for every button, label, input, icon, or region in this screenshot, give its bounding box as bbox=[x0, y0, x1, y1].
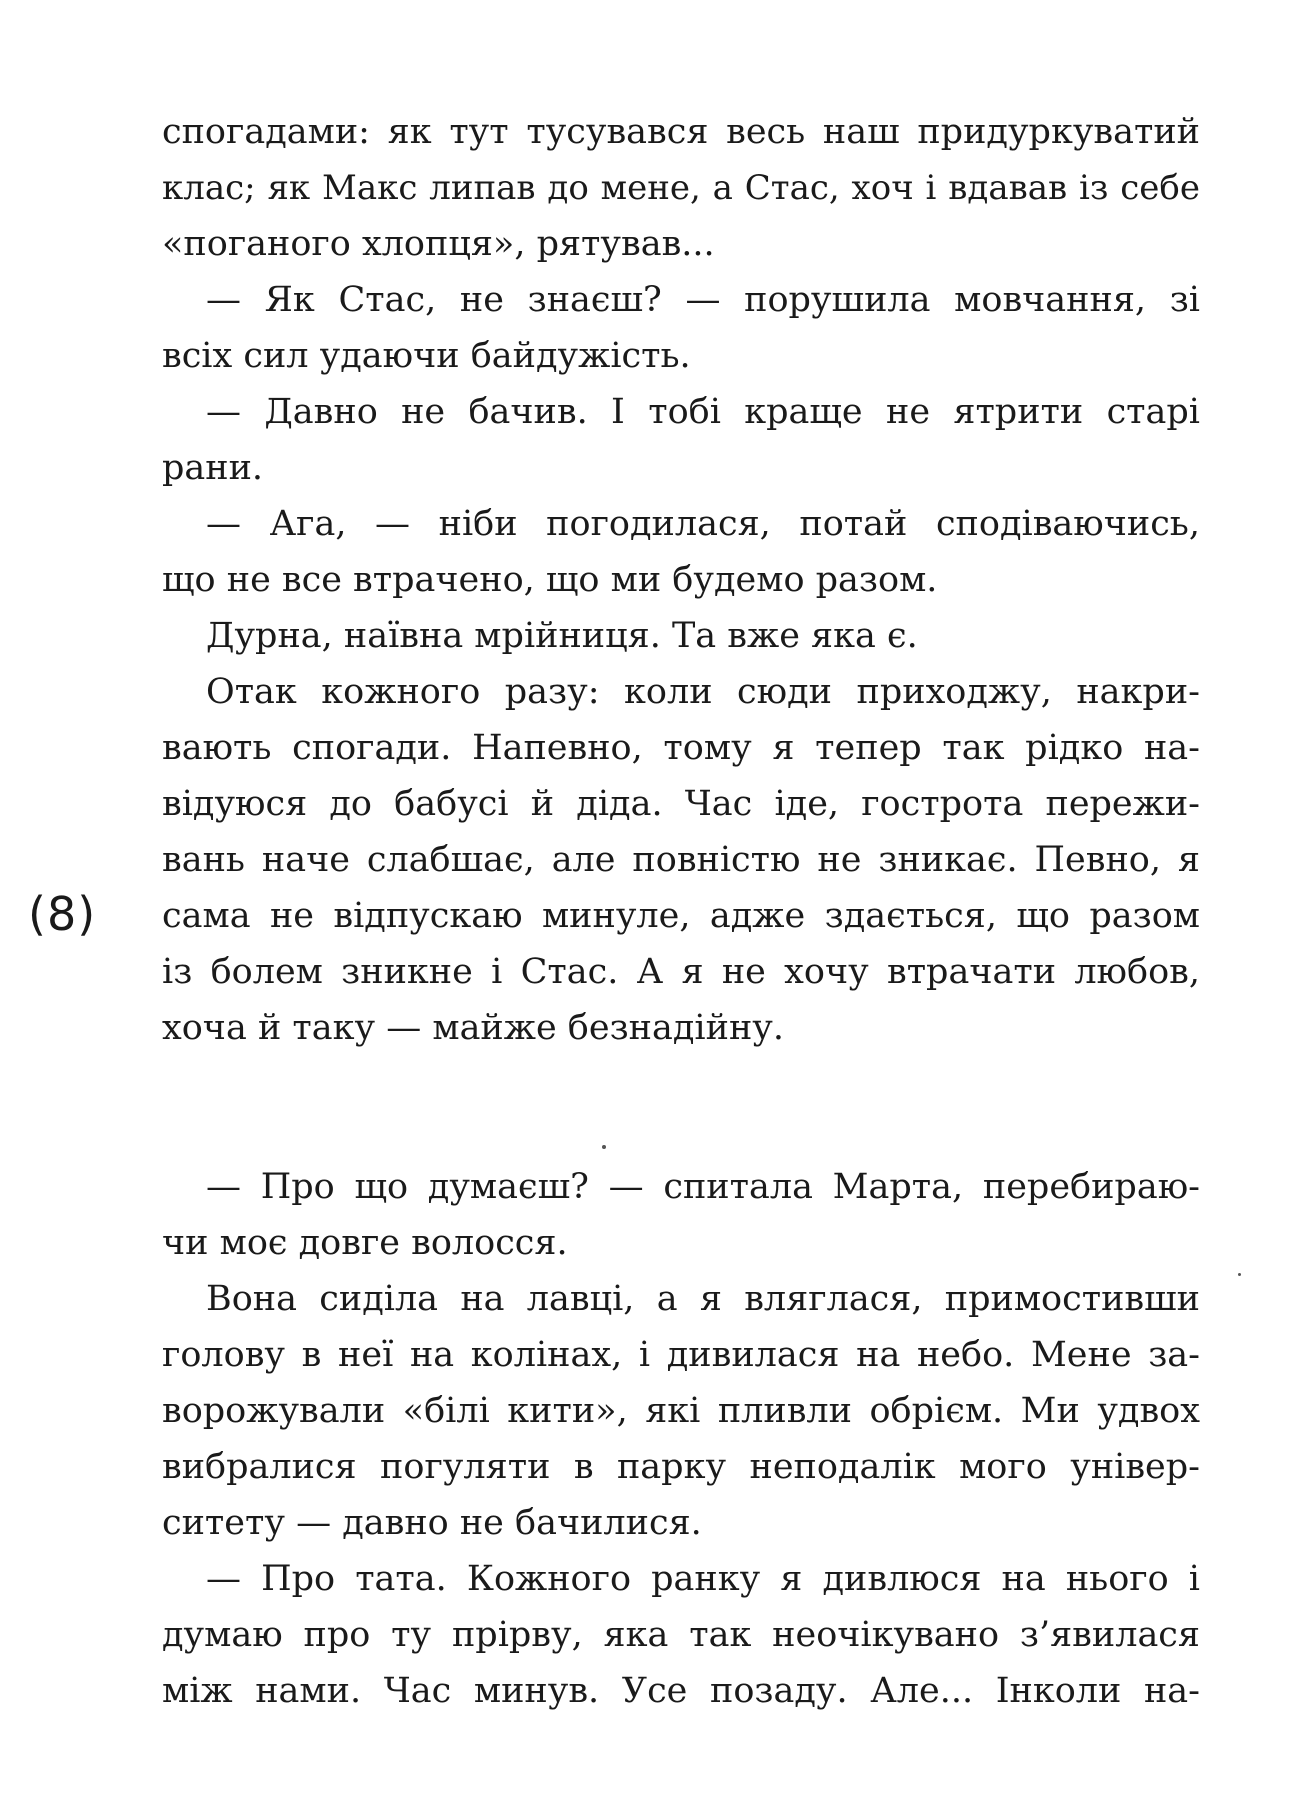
text-line: із болем зникне і Стас. А я не хочу втрачати любов, bbox=[162, 952, 1200, 992]
text-line: чи моє довге волосся. bbox=[162, 1223, 568, 1263]
text-line: вають спогади. Напевно, тому я тепер так рідко на- bbox=[162, 728, 1200, 768]
text-line: Отак кожного разу: коли сюди приходжу, накри- bbox=[206, 672, 1200, 712]
text-line: «поганого хлопця», рятував... bbox=[162, 224, 715, 264]
text-line: вибралися погуляти в парку неподалік мого універ- bbox=[162, 1447, 1200, 1487]
text-line: вань наче слабшає, але повністю не зникає. Певно, я bbox=[162, 840, 1200, 880]
text-line: — Про тата. Кожного ранку я дивлюся на нього і bbox=[206, 1559, 1200, 1599]
scan-speck bbox=[602, 1145, 606, 1149]
text-line: думаю про ту прірву, яка так неочікувано з’явилася bbox=[162, 1615, 1200, 1655]
text-line: — Ага, — ніби погодилася, потай сподіваючись, bbox=[206, 504, 1200, 544]
text-line: хоча й таку — майже безнадійну. bbox=[162, 1008, 784, 1048]
text-line: Дурна, наївна мрійниця. Та вже яка є. bbox=[206, 616, 918, 656]
text-line: ворожували «білі кити», які пливли обрієм. Ми удвох bbox=[162, 1391, 1200, 1431]
text-line: сама не відпускаю минуле, адже здається, що разом bbox=[162, 896, 1200, 936]
scan-speck bbox=[1238, 1273, 1241, 1276]
text-line: голову в неї на колінах, і дивилася на небо. Мене за- bbox=[162, 1335, 1200, 1375]
text-line: відуюся до бабусі й діда. Час іде, гострота пережи- bbox=[162, 784, 1200, 824]
text-line: ситету — давно не бачилися. bbox=[162, 1503, 702, 1543]
text-line: всіх сил удаючи байдужість. bbox=[162, 336, 691, 376]
text-line: рани. bbox=[162, 448, 264, 488]
text-line: Вона сиділа на лавці, а я вляглася, примостивши bbox=[206, 1279, 1200, 1319]
text-line: що не все втрачено, що ми будемо разом. bbox=[162, 560, 938, 600]
text-line: клас; як Макс липав до мене, а Стас, хоч і вдавав із себе bbox=[162, 168, 1200, 208]
text-line: — Як Стас, не знаєш? — порушила мовчання, зі bbox=[206, 280, 1200, 320]
text-line: — Про що думаєш? — спитала Марта, перебираю- bbox=[206, 1167, 1200, 1207]
text-line: між нами. Час минув. Усе позаду. Але... Інколи на- bbox=[162, 1671, 1200, 1711]
text-line: — Давно не бачив. І тобі краще не ятрити старі bbox=[206, 392, 1200, 432]
page-number: (8) bbox=[28, 887, 97, 941]
text-line: спогадами: як тут тусувався весь наш придуркуватий bbox=[162, 112, 1200, 152]
